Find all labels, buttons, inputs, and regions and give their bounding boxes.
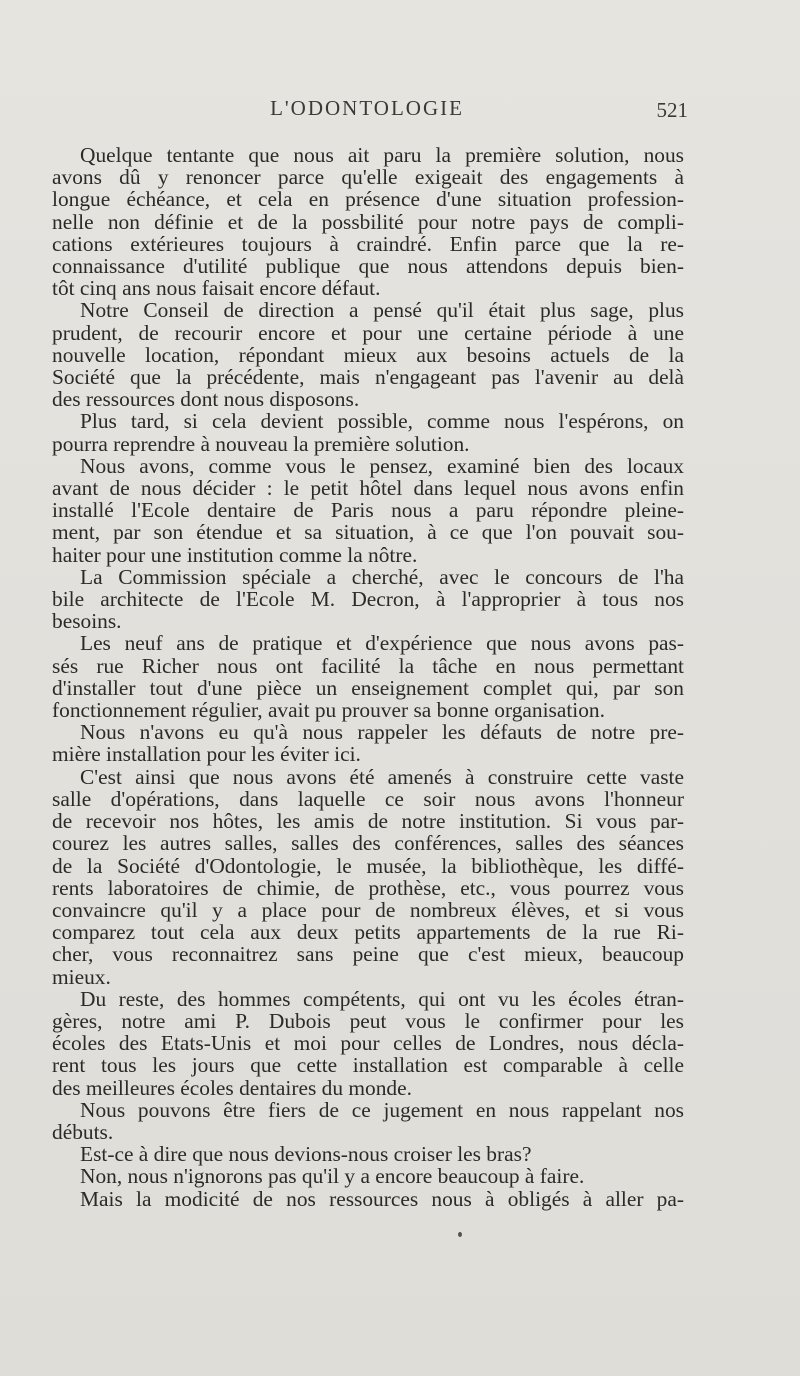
text-line: mière installation pour les éviter ici. [52,742,361,767]
text-line: C'est ainsi que nous avons été amenés à construire cette vaste [80,764,684,789]
text-line: bile architecte de l'Ecole M. Decron, à l'approprier à tous nos [52,587,684,612]
text-line: Plus tard, si cela devient possible, comme nous l'espérons, on [80,409,684,434]
paragraph [52,1099,684,1143]
text-line: salle d'opérations, dans laquelle ce soir nous avons l'honneur [52,786,684,811]
text-line: cations extérieures toujours à craindré. Enfin parce que la re- [52,231,684,256]
paragraph [52,1143,684,1165]
ink-speck [458,1232,462,1237]
text-line: nouvelle location, répondant mieux aux besoins actuels de la [52,342,684,367]
paragraph [52,410,684,454]
running-head [52,96,688,126]
paragraph [52,721,684,765]
text-line: d'installer tout d'une pièce un enseignement complet qui, par son [52,675,684,700]
text-line: cher, vous reconnaitrez sans peine que c'est mieux, beaucoup [52,942,684,967]
text-line: gères, notre ami P. Dubois peut vous le confirmer pour les [52,1008,684,1033]
text-line: La Commission spéciale a cherché, avec le concours de l'ha [80,564,684,589]
text-line: tôt cinq ans nous faisait encore défaut. [52,276,381,301]
text-line: sés rue Richer nous ont facilité la tâche en nous permettant [52,653,684,678]
text-line: ment, par son étendue et sa situation, à ce que l'on pouvait sou- [52,520,684,545]
paragraph [52,1188,684,1210]
page-number: 521 [656,98,688,122]
text-line: prudent, de recourir encore et pour une certaine période à une [52,320,684,345]
text-line: Mais la modicité de nos ressources nous à obligés à aller pa- [80,1186,684,1211]
text-line: Nous pouvons être fiers de ce jugement en nous rappelant nos [80,1097,684,1122]
text-line: Nous n'avons eu qu'à nous rappeler les défauts de notre pre- [80,720,684,745]
text-line: Société que la précédente, mais n'engageant pas l'avenir au delà [52,365,684,390]
paragraph [52,632,684,721]
text-line: courez les autres salles, salles des conférences, salles des séances [52,831,684,856]
text-line: de la Société d'Odontologie, le musée, la bibliothèque, les diffé- [52,853,684,878]
text-line: haiter pour une institution comme la nôtre. [52,542,418,567]
text-line: des ressources dont nous disposons. [52,387,360,412]
text-line: Nous avons, comme vous le pensez, examiné bien des locaux [80,453,684,478]
text-line: Non, nous n'ignorons pas qu'il y a encore beaucoup à faire. [80,1164,585,1189]
text-line: fonctionnement régulier, avait pu prouver sa bonne organisation. [52,698,605,723]
body-text [52,144,684,1210]
text-line: comparez tout cela aux deux petits appartements de la rue Ri- [52,920,684,945]
text-line: avons dû y renoncer parce qu'elle exigeait des engagements à [52,165,684,190]
text-line: Du reste, des hommes compétents, qui ont vu les écoles étran- [80,986,684,1011]
text-line: Est-ce à dire que nous devions-nous croiser les bras? [80,1142,532,1167]
text-line: nelle non définie et de la possbilité pour notre pays de compli- [52,209,684,234]
text-line: de recevoir nos hôtes, les amis de notre institution. Si vous par- [52,809,684,834]
text-line: Les neuf ans de pratique et d'expérience que nous avons pas- [80,631,684,656]
paragraph [52,299,684,410]
text-line: Quelque tentante que nous ait paru la première solution, nous [80,143,684,167]
text-line: longue échéance, et cela en présence d'une situation profession- [52,187,684,212]
running-title: L'ODONTOLOGIE [270,96,464,120]
text-line: installé l'Ecole dentaire de Paris nous a paru répondre pleine- [52,498,684,523]
text-line: pourra reprendre à nouveau la première solution. [52,431,470,456]
text-line: rents laboratoires de chimie, de prothèse, etc., vous pourrez vous [52,875,684,900]
text-line: besoins. [52,609,122,634]
paragraph [52,988,684,1099]
text-line: débuts. [52,1119,114,1144]
paragraph [52,455,684,566]
text-line: avant de nous décider : le petit hôtel dans lequel nous avons enfin [52,476,684,501]
text-line: des meilleures écoles dentaires du monde. [52,1075,412,1100]
paragraph [52,766,684,988]
text-line: connaissance d'utilité publique que nous attendons depuis bien- [52,254,684,279]
paragraph [52,1165,684,1187]
text-line: mieux. [52,964,111,989]
text-line: écoles des Etats-Unis et moi pour celles de Londres, nous décla- [52,1031,684,1056]
text-line: rent tous les jours que cette installation est comparable à celle [52,1053,684,1078]
paragraph [52,144,684,299]
paragraph [52,566,684,633]
text-line: convaincre qu'il y a place pour de nombreux élèves, et si vous [52,897,684,922]
text-line: Notre Conseil de direction a pensé qu'il était plus sage, plus [80,298,684,323]
